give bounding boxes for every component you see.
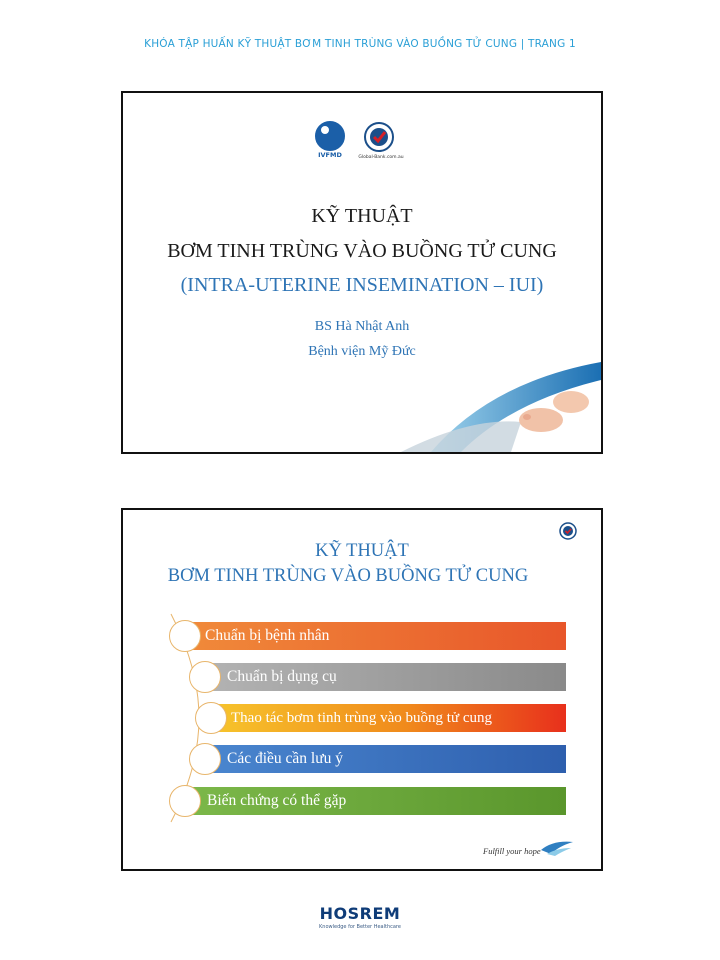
slide2-title-line2: BƠM TINH TRÙNG VÀO BUỒNG TỬ CUNG: [167, 566, 529, 586]
outline-item-2-label: Chuẩn bị dụng cụ: [227, 668, 337, 685]
baby-feet-wave-image: [401, 362, 601, 452]
outline-item-4-bullet: [189, 743, 221, 775]
outline-item-4-label: Các điều cần lưu ý: [227, 750, 344, 767]
seal-caption: Global-Bank.com.au: [358, 155, 404, 160]
corner-seal-icon: [559, 522, 577, 540]
outline-item-1-label: Chuẩn bị bệnh nhân: [205, 627, 330, 644]
accreditation-seal-logo: [359, 121, 403, 165]
slide-title: [121, 91, 603, 454]
hosrem-brand: HOSREM: [319, 904, 401, 923]
outline-item-2: [205, 663, 566, 691]
slide1-title-line3: (INTRA-UTERINE INSEMINATION – IUI): [180, 274, 544, 296]
outline-item-3: [211, 704, 566, 732]
page-header: KHÓA TẬP HUẤN KỸ THUẬT BƠM TINH TRÙNG VÀO BUỒNG TỬ CUNG | TRANG 1: [144, 38, 576, 50]
slide1-author: BS Hà Nhật Anh: [314, 319, 410, 334]
outline-item-3-bullet: [195, 702, 227, 734]
wave-logo-icon: [541, 840, 573, 856]
slide1-logos: [315, 121, 403, 165]
slide2-title-line1: KỸ THUẬT: [315, 541, 409, 561]
outline-item-1: [185, 622, 566, 650]
outline-item-5: [185, 787, 566, 815]
outline-item-2-bullet: [189, 661, 221, 693]
slide1-title-line1: KỸ THUẬT: [311, 205, 413, 227]
ivfmd-logo: [315, 121, 345, 163]
slide1-title-line2: BƠM TINH TRÙNG VÀO BUỒNG TỬ CUNG: [167, 240, 557, 262]
outline-item-5-label: Biến chứng có thể gặp: [207, 792, 347, 809]
hosrem-tagline: Knowledge for Better Healthcare: [319, 924, 401, 930]
hosrem-logo: [312, 904, 408, 930]
outline-item-4: [205, 745, 566, 773]
outline-item-3-label: Thao tác bơm tinh trùng vào buồng tử cung: [231, 710, 493, 726]
slide-outline: [121, 508, 603, 871]
outline-item-1-bullet: [169, 620, 201, 652]
slide1-hospital: Bệnh viện Mỹ Đức: [308, 344, 416, 359]
ivfmd-logo-text: IVFMD: [318, 151, 342, 159]
fulfill-tagline: Fulfill your hope: [483, 846, 541, 856]
outline-item-5-bullet: [169, 785, 201, 817]
